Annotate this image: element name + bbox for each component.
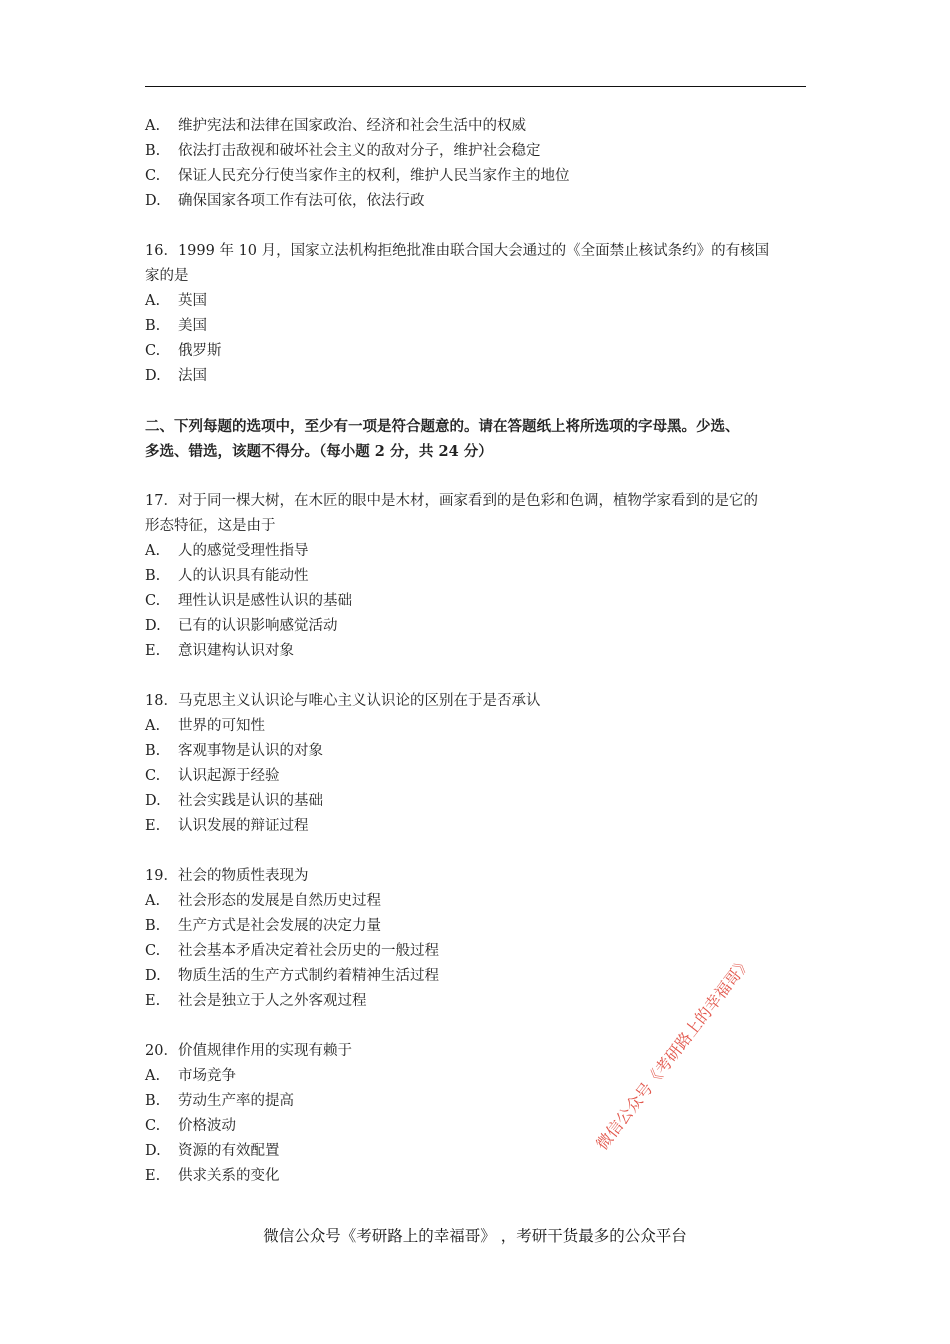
- q16-option-d: D. 法国: [145, 368, 207, 384]
- q17-stem-line1: 17．对于同一棵大树，在木匠的眼中是木材，画家看到的是色彩和色调，植物学家看到的是它的: [145, 493, 758, 509]
- q15-option-a: A. 维护宪法和法律在国家政治、经济和社会生活中的权威: [145, 118, 526, 134]
- q20-option-c: C. 价格波动: [145, 1118, 236, 1134]
- q15-option-b: B. 依法打击敌视和破坏社会主义的敌对分子，维护社会稳定: [145, 143, 541, 159]
- q17-option-c: C. 理性认识是感性认识的基础: [145, 593, 352, 609]
- q17-option-b: B. 人的认识具有能动性: [145, 568, 309, 584]
- header-rule: [145, 86, 806, 87]
- q18-option-d: D. 社会实践是认识的基础: [145, 793, 323, 809]
- q18-option-e: E. 认识发展的辩证过程: [145, 818, 309, 834]
- q16-option-a: A. 英国: [145, 293, 207, 309]
- question-17: [145, 489, 810, 664]
- q18-stem: 18．马克思主义认识论与唯心主义认识论的区别在于是否承认: [145, 693, 541, 709]
- q15-option-d: D. 确保国家各项工作有法可依，依法行政: [145, 193, 425, 209]
- question-16: [145, 239, 810, 389]
- q20-stem: 20．价值规律作用的实现有赖于: [145, 1043, 352, 1059]
- q16-option-c: C. 俄罗斯: [145, 343, 222, 359]
- section-2-instructions: [145, 414, 810, 464]
- question-20: [145, 1039, 810, 1189]
- q19-option-c: C. 社会基本矛盾决定着社会历史的一般过程: [145, 943, 439, 959]
- question-18: [145, 689, 810, 839]
- q19-option-b: B. 生产方式是社会发展的决定力量: [145, 918, 381, 934]
- q15-option-c: C. 保证人民充分行使当家作主的权利，维护人民当家作主的地位: [145, 168, 570, 184]
- q17-option-d: D. 已有的认识影响感觉活动: [145, 618, 338, 634]
- q19-option-a: A. 社会形态的发展是自然历史过程: [145, 893, 381, 909]
- q16-stem-line1: 16．1999 年 10 月，国家立法机构拒绝批准由联合国大会通过的《全面禁止核试条约》的有核国: [145, 243, 770, 259]
- exam-content: [145, 114, 810, 1189]
- q18-option-c: C. 认识起源于经验: [145, 768, 280, 784]
- q16-option-b: B. 美国: [145, 318, 207, 334]
- q18-option-b: B. 客观事物是认识的对象: [145, 743, 323, 759]
- q15-options: [145, 114, 810, 214]
- q20-option-a: A. 市场竞争: [145, 1068, 236, 1084]
- q19-stem: 19．社会的物质性表现为: [145, 868, 309, 884]
- q16-stem-line2: 家的是: [145, 268, 189, 284]
- q19-option-e: E. 社会是独立于人之外客观过程: [145, 993, 367, 1009]
- q19-option-d: D. 物质生活的生产方式制约着精神生活过程: [145, 968, 439, 984]
- q17-option-a: A. 人的感觉受理性指导: [145, 543, 309, 559]
- section-2-line2: 多选、错选，该题不得分。（每小题 2 分，共 24 分）: [145, 443, 493, 460]
- q18-option-a: A. 世界的可知性: [145, 718, 265, 734]
- q20-option-d: D. 资源的有效配置: [145, 1143, 280, 1159]
- q20-option-e: E. 供求关系的变化: [145, 1168, 280, 1184]
- watermark-text: 微信公众号《考研路上的幸福哥》: [592, 952, 756, 1154]
- section-2-line1: 二、下列每题的选项中，至少有一项是符合题意的。请在答题纸上将所选项的字母黑。少选、: [145, 418, 740, 435]
- page-footer: 微信公众号《考研路上的幸福哥》 ，考研干货最多的公众平台: [263, 1227, 687, 1245]
- q17-stem-line2: 形态特征，这是由于: [145, 518, 276, 534]
- q20-option-b: B. 劳动生产率的提高: [145, 1093, 294, 1109]
- q17-option-e: E. 意识建构认识对象: [145, 643, 294, 659]
